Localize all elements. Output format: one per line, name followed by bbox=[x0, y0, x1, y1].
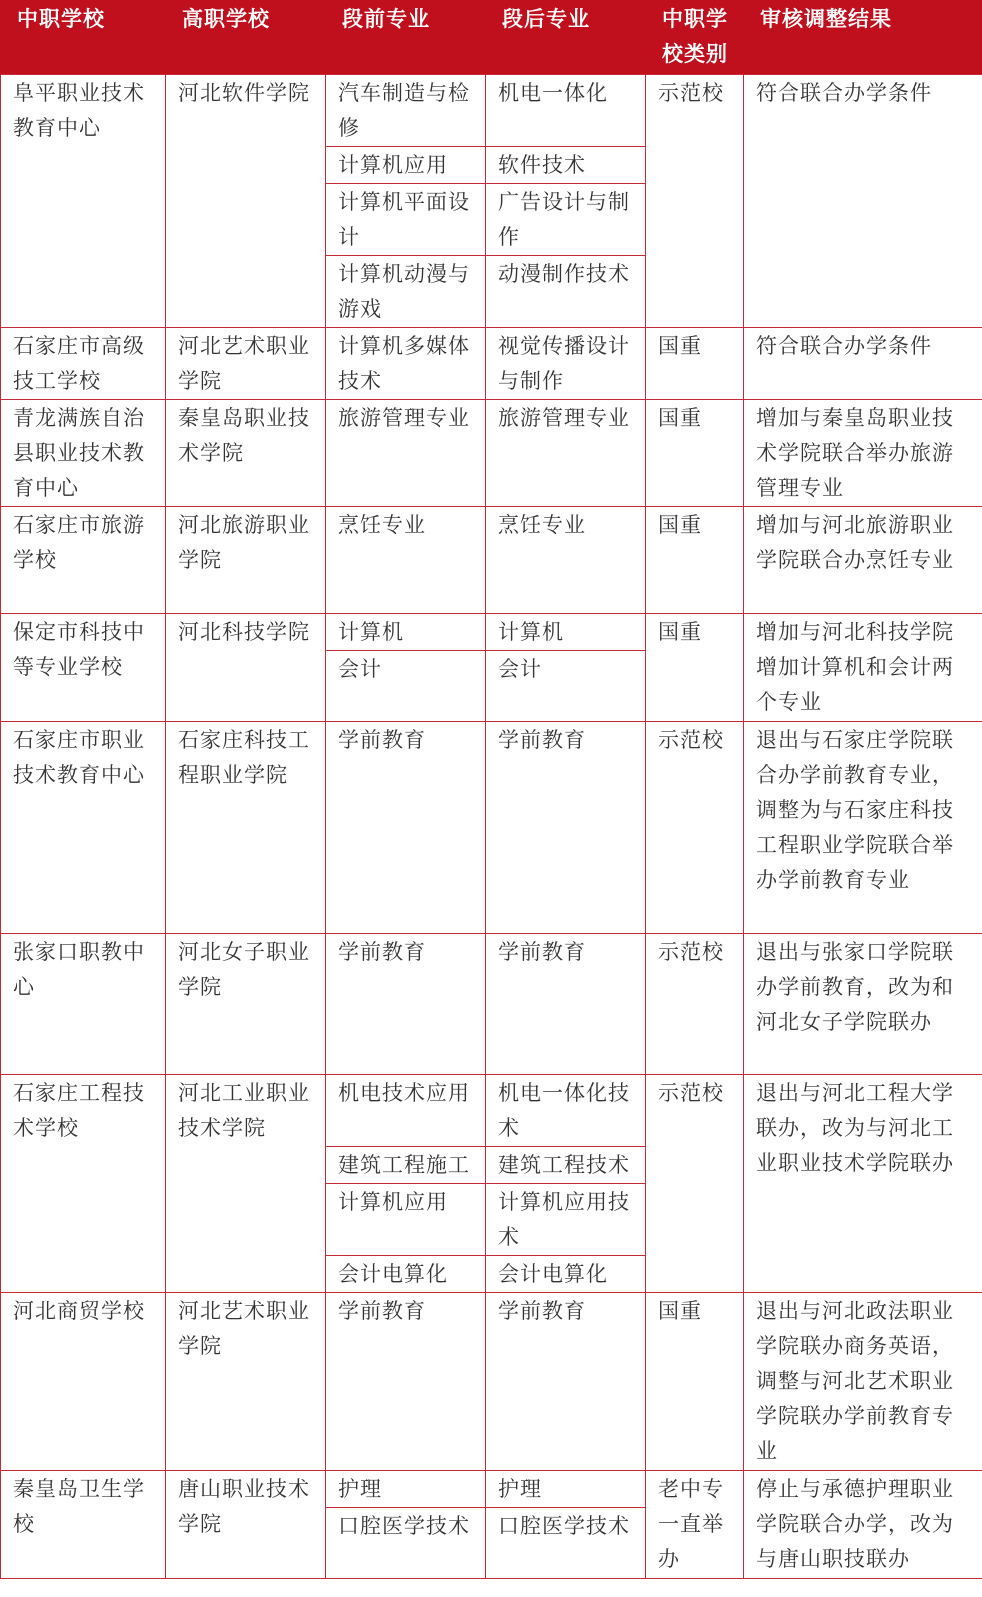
secondary-school-cell: 张家口职教中心 bbox=[1, 933, 166, 1074]
major-before-cell: 建筑工程施工 bbox=[326, 1146, 486, 1183]
major-after-cell: 学前教育 bbox=[486, 721, 646, 933]
secondary-school-cell: 石家庄市职业技术教育中心 bbox=[1, 721, 166, 933]
review-result-cell: 停止与承德护理职业学院联合办学，改为与唐山职技联办 bbox=[744, 1470, 982, 1578]
higher-college-cell: 河北艺术职业学院 bbox=[166, 327, 326, 399]
table-body bbox=[1, 74, 982, 1578]
major-before-cell: 会计 bbox=[326, 650, 486, 721]
major-before-cell: 会计电算化 bbox=[326, 1255, 486, 1292]
major-after-cell: 动漫制作技术 bbox=[486, 255, 646, 327]
review-result-cell: 符合联合办学条件 bbox=[744, 327, 982, 399]
table-row bbox=[1, 399, 982, 506]
major-after-cell: 建筑工程技术 bbox=[486, 1146, 646, 1183]
school-category-cell: 老中专一直举办 bbox=[646, 1470, 744, 1578]
higher-college-cell: 河北工业职业技术学院 bbox=[166, 1074, 326, 1292]
major-after-cell: 会计 bbox=[486, 650, 646, 721]
higher-college-cell: 唐山职业技术学院 bbox=[166, 1470, 326, 1578]
secondary-school-cell: 青龙满族自治县职业技术教育中心 bbox=[1, 399, 166, 506]
secondary-school-cell: 河北商贸学校 bbox=[1, 1292, 166, 1470]
review-result-cell: 增加与河北旅游职业学院联合办烹饪专业 bbox=[744, 506, 982, 613]
major-after-cell: 计算机应用技术 bbox=[486, 1183, 646, 1255]
major-after-cell: 学前教育 bbox=[486, 1292, 646, 1470]
table-row bbox=[1, 1292, 982, 1470]
header-secondary-school: 中职学校 bbox=[1, 0, 166, 74]
higher-college-cell: 河北女子职业学院 bbox=[166, 933, 326, 1074]
major-after-cell: 护理 bbox=[486, 1470, 646, 1507]
header-major-after: 段后专业 bbox=[486, 0, 646, 74]
secondary-school-cell: 阜平职业技术教育中心 bbox=[1, 74, 166, 327]
higher-college-cell: 石家庄科技工程职业学院 bbox=[166, 721, 326, 933]
header-higher-college: 高职学校 bbox=[166, 0, 326, 74]
major-before-cell: 烹饪专业 bbox=[326, 506, 486, 613]
major-after-cell: 计算机 bbox=[486, 613, 646, 650]
table-row bbox=[1, 613, 982, 650]
review-result-cell: 退出与河北工程大学联办，改为与河北工业职业技术学院联办 bbox=[744, 1074, 982, 1292]
major-after-cell: 广告设计与制作 bbox=[486, 183, 646, 255]
higher-college-cell: 河北艺术职业学院 bbox=[166, 1292, 326, 1470]
secondary-school-cell: 保定市科技中等专业学校 bbox=[1, 613, 166, 721]
school-category-cell: 国重 bbox=[646, 399, 744, 506]
table-row bbox=[1, 506, 982, 613]
table-row bbox=[1, 721, 982, 933]
school-category-cell: 国重 bbox=[646, 506, 744, 613]
review-result-cell: 增加与河北科技学院增加计算机和会计两个专业 bbox=[744, 613, 982, 721]
school-category-cell: 国重 bbox=[646, 327, 744, 399]
major-after-cell: 口腔医学技术 bbox=[486, 1507, 646, 1578]
table-row bbox=[1, 74, 982, 146]
school-category-cell: 国重 bbox=[646, 613, 744, 721]
school-category-cell: 国重 bbox=[646, 1292, 744, 1470]
table-row bbox=[1, 1074, 982, 1146]
major-before-cell: 旅游管理专业 bbox=[326, 399, 486, 506]
higher-college-cell: 河北旅游职业学院 bbox=[166, 506, 326, 613]
review-result-cell: 增加与秦皇岛职业技术学院联合举办旅游管理专业 bbox=[744, 399, 982, 506]
secondary-school-cell: 石家庄市旅游学校 bbox=[1, 506, 166, 613]
review-result-cell: 退出与张家口学院联办学前教育，改为和河北女子学院联办 bbox=[744, 933, 982, 1074]
major-after-cell: 机电一体化 bbox=[486, 74, 646, 146]
header-row bbox=[1, 0, 982, 74]
major-before-cell: 学前教育 bbox=[326, 721, 486, 933]
higher-college-cell: 河北科技学院 bbox=[166, 613, 326, 721]
major-after-cell: 烹饪专业 bbox=[486, 506, 646, 613]
school-category-cell: 示范校 bbox=[646, 721, 744, 933]
major-before-cell: 计算机应用 bbox=[326, 146, 486, 183]
school-category-cell: 示范校 bbox=[646, 74, 744, 327]
school-category-cell: 示范校 bbox=[646, 1074, 744, 1292]
school-category-cell: 示范校 bbox=[646, 933, 744, 1074]
major-before-cell: 学前教育 bbox=[326, 933, 486, 1074]
header-major-before: 段前专业 bbox=[326, 0, 486, 74]
major-before-cell: 计算机多媒体技术 bbox=[326, 327, 486, 399]
major-before-cell: 机电技术应用 bbox=[326, 1074, 486, 1146]
review-result-cell: 符合联合办学条件 bbox=[744, 74, 982, 327]
table-row bbox=[1, 933, 982, 1074]
higher-college-cell: 河北软件学院 bbox=[166, 74, 326, 327]
table-row bbox=[1, 1470, 982, 1507]
major-after-cell: 会计电算化 bbox=[486, 1255, 646, 1292]
major-before-cell: 计算机应用 bbox=[326, 1183, 486, 1255]
higher-college-cell: 秦皇岛职业技术学院 bbox=[166, 399, 326, 506]
major-after-cell: 学前教育 bbox=[486, 933, 646, 1074]
review-result-cell: 退出与河北政法职业学院联办商务英语，调整与河北艺术职业学院联办学前教育专业 bbox=[744, 1292, 982, 1470]
review-result-cell: 退出与石家庄学院联合办学前教育专业，调整为与石家庄科技工程职业学院联合举办学前教育专业 bbox=[744, 721, 982, 933]
major-after-cell: 软件技术 bbox=[486, 146, 646, 183]
table-row bbox=[1, 327, 982, 399]
secondary-school-cell: 石家庄市高级技工学校 bbox=[1, 327, 166, 399]
header-school-category: 中职学校类别 bbox=[646, 0, 744, 74]
major-before-cell: 计算机动漫与游戏 bbox=[326, 255, 486, 327]
major-after-cell: 视觉传播设计与制作 bbox=[486, 327, 646, 399]
major-after-cell: 机电一体化技术 bbox=[486, 1074, 646, 1146]
secondary-school-cell: 石家庄工程技术学校 bbox=[1, 1074, 166, 1292]
major-before-cell: 汽车制造与检修 bbox=[326, 74, 486, 146]
major-before-cell: 护理 bbox=[326, 1470, 486, 1507]
major-before-cell: 学前教育 bbox=[326, 1292, 486, 1470]
header-review-result: 审核调整结果 bbox=[744, 0, 982, 74]
major-before-cell: 口腔医学技术 bbox=[326, 1507, 486, 1578]
table-header bbox=[1, 0, 982, 74]
secondary-school-cell: 秦皇岛卫生学校 bbox=[1, 1470, 166, 1578]
major-before-cell: 计算机 bbox=[326, 613, 486, 650]
major-before-cell: 计算机平面设计 bbox=[326, 183, 486, 255]
major-after-cell: 旅游管理专业 bbox=[486, 399, 646, 506]
